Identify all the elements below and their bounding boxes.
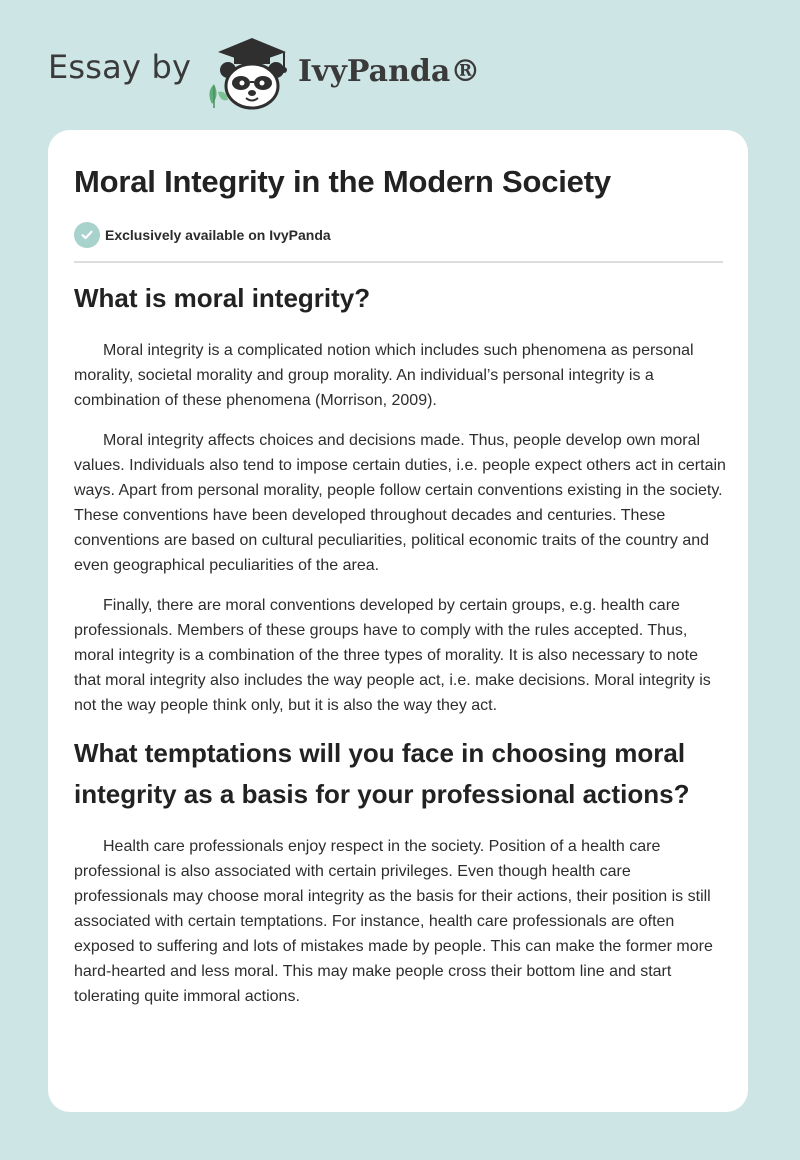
check-icon [74,222,100,248]
section-heading: What temptations will you face in choosing moral integrity as a basis for your professional actions? [74,738,690,809]
paragraph: Finally, there are moral conventions developed by certain groups, e.g. health care professionals. Members of these groups have to comply with the rules accepted. Thus, moral integrity is a combination of the three types of morality. It is also necessary to note that moral integrity also includes the way people act, i.e. make decisions. Moral integrity is not the way people think only, but it is also the way they act. [74,597,711,714]
page-title: Moral Integrity in the Modern Society [74,164,611,199]
essay-card [48,130,748,1112]
divider [74,261,723,263]
paragraph: Moral integrity affects choices and decisions made. Thus, people develop own moral values. Individuals also tend to impose certain duties, i.e. people expect others act in certain ways. Apart from personal morality, people follow certain conventions existing in the society. These conventions have been developed throughout decades and centuries. These conventions are based on cultural peculiarities, political economic traits of the country and even geographical peculiarities of the area. [74,432,726,574]
essay-by-label: Essay by [48,48,192,86]
exclusive-badge [74,222,331,248]
panda-logo-icon[interactable] [202,34,294,110]
paragraph: Moral integrity is a complicated notion which includes such phenomena as personal morality, societal morality and group morality. An individual’s personal integrity is a combination of these phenomena (Morrison, 2009). [74,342,694,409]
site-header [48,34,508,114]
section-heading: What is moral integrity? [74,283,371,313]
paragraph: Health care professionals enjoy respect in the society. Position of a health care professional is also associated with certain privileges. Even though health care professionals may choose moral integrity as the basis for their actions, their position is still associated with certain temptations. For instance, health care professionals are often exposed to suffering and lots of mistakes made by people. This can make the former more hard-hearted and less moral. This may make people cross their bottom line and start tolerating quite immoral actions. [74,838,713,1005]
brand-name[interactable]: IvyPanda® [298,54,481,89]
essay-content [74,278,728,1024]
exclusive-badge-text: Exclusively available on IvyPanda [105,227,331,243]
